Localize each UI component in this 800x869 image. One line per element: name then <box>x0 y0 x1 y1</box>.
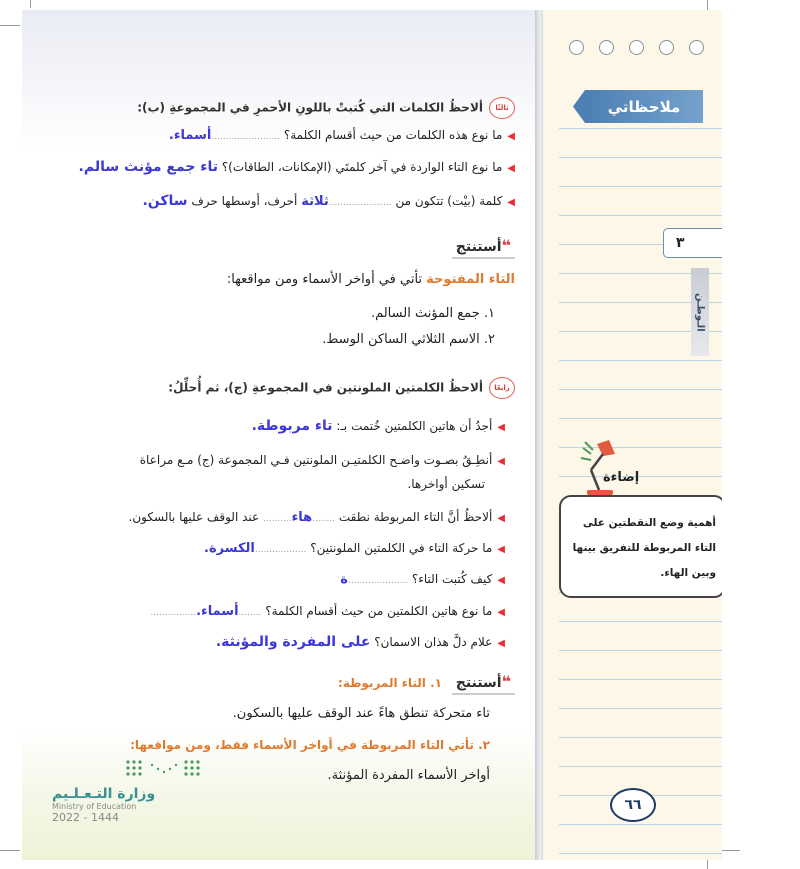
section-c-item-3: ◀ألاحظُ أنَّ التاء المربوطة نطقت ........هاء.......... عند الوقف عليها بالسكون. <box>128 510 505 525</box>
answer: أسماء. <box>196 604 239 619</box>
notes-column <box>543 10 722 860</box>
ruled-line <box>559 853 722 854</box>
section-c-item-1: ◀أجدُ أن هاتين الكلمتين خُتمت بـ: تاء مربوطة. <box>251 418 505 434</box>
crop-mark <box>720 850 740 851</box>
quote-icon: ❝ <box>501 672 511 691</box>
section-c-item-4: ◀ما حركة التاء في الكلمتين الملونتين؟ ..................الكسرة. <box>204 541 505 556</box>
crop-mark <box>30 0 31 8</box>
ring-icon <box>629 40 644 55</box>
ruled-line <box>559 737 722 738</box>
arrow-icon: ◀ <box>497 544 505 555</box>
section-c-item-6: ◀ما نوع هاتين الكلمتين من حيث أقسام الكلمة؟ ........أسماء................. <box>150 604 505 619</box>
section-badge: ثالثًا <box>489 97 515 119</box>
idaa-title: إضاءة <box>603 470 640 485</box>
ruled-line <box>559 157 722 158</box>
section-badge: رابعًا <box>489 377 515 399</box>
section-c-item-2: ◀أنطِـقُ بصـوت واضـح الكلمتيـن الملونتين فـي المجموعة (ج) مـع مراعاة <box>139 453 505 467</box>
ruled-line <box>559 766 722 767</box>
ruled-line <box>559 389 722 390</box>
crop-mark <box>0 850 20 851</box>
conclude-2-p2-title: ٢. تأتي التاء المربوطة في أواخر الأسماء فقط، ومن مواقعها: <box>130 738 490 752</box>
ruled-line <box>559 360 722 361</box>
conclude-2-header: ❝أستنتج ١. التاء المربوطة: <box>32 672 515 695</box>
arrow-icon: ◀ <box>497 456 505 467</box>
ruled-line <box>559 824 722 825</box>
answer: هاء <box>291 510 313 525</box>
ring-icon <box>599 40 614 55</box>
arrow-icon: ◀ <box>497 638 505 649</box>
answer: أسماء. <box>168 128 212 143</box>
chapter-number: ٣ <box>663 228 722 258</box>
conclude-point-1: ١. جمع المؤنث السالم. <box>370 306 495 321</box>
answer: تاء جمع مؤنث سالم. <box>78 159 218 175</box>
page-divider <box>535 10 543 860</box>
ring-icon <box>659 40 674 55</box>
conclude-point-2: ٢. الاسم الثلاثي الساكن الوسط. <box>322 332 495 347</box>
arrow-icon: ◀ <box>507 163 515 174</box>
section-b-item-3: ◀كلمة (بيْت) تتكون من ......................ثلاثة أحرف، أوسطها حرف ساكن. <box>142 193 515 209</box>
arrow-icon: ◀ <box>497 575 505 586</box>
section-b-item-1: ◀ما نوع هذه الكلمات من حيث أقسام الكلمة؟ ........................أسماء. <box>168 128 515 143</box>
arrow-icon: ◀ <box>507 197 515 208</box>
dot-pattern-icon <box>124 758 204 778</box>
arrow-icon: ◀ <box>497 513 505 524</box>
conclude-2-p1-text: تاء متحركة تنطق هاءً عند الوقف عليها بالسكون. <box>232 706 490 721</box>
section-b-item-2: ◀ما نوع التاء الواردة في آخر كلمتَي (الإمكانات، الطاقات)؟ تاء جمع مؤنث سالم. <box>78 159 515 175</box>
ruled-line <box>559 708 722 709</box>
answer: ثلاثة <box>301 194 329 209</box>
answer: على المفردة والمؤنثة. <box>215 634 371 650</box>
idaa-box: أهمية وضع النقطتين على التاء المربوطة للتفريق بينها وبين الهاء. <box>559 495 722 598</box>
arrow-icon: ◀ <box>497 422 505 433</box>
conclude-lead: التاء المفتوحة تأتي في أواخر الأسماء ومن مواقعها: <box>226 272 515 287</box>
quote-icon: ❝ <box>501 236 511 255</box>
section-c-heading: رابعًاألاحظُ الكلمتين الملونتين في المجموعةِ (ج)، ثم أُحلِّلُ: <box>32 377 515 399</box>
ruled-line <box>559 679 722 680</box>
arrow-icon: ◀ <box>507 131 515 142</box>
ruled-line <box>559 650 722 651</box>
ring-icon <box>569 40 584 55</box>
ruled-line <box>559 215 722 216</box>
answer: الكسرة. <box>204 541 255 556</box>
section-c-item-7: ◀علام دلَّ هذان الاسمان؟ على المفردة والمؤنثة. <box>215 634 505 650</box>
crop-mark <box>0 25 20 26</box>
section-c-item-5: ◀كيف كُتبت التاء؟ .....................ة <box>340 572 505 587</box>
conclude-label: ❝أستنتج <box>32 236 515 259</box>
answer: تاء مربوطة. <box>251 418 333 434</box>
ruled-line <box>559 128 722 129</box>
notes-header: ملاحظاتي <box>585 90 703 123</box>
chapter-tab: الـوطـن <box>691 268 709 356</box>
ruled-line <box>559 621 722 622</box>
ruled-line <box>559 186 722 187</box>
section-b-heading: ثالثًاألاحظُ الكلمات التي كُتبتْ باللونِ الأحمرِ في المجموعةِ (ب): <box>32 97 515 119</box>
lamp-icon <box>563 440 623 496</box>
main-content <box>22 10 535 860</box>
section-c-item-2-cont: تسكين أواخرها. <box>407 477 485 491</box>
conclude-2-p2-text: أواخر الأسماء المفردة المؤنثة. <box>327 768 490 783</box>
ruled-line <box>559 418 722 419</box>
ring-icon <box>689 40 704 55</box>
page-number: ٦٦ <box>610 788 656 822</box>
ministry-logo: وزارة التـعـلـيم Ministry of Education 2022 - 1444 <box>52 786 156 824</box>
textbook-page <box>22 10 722 860</box>
arrow-icon: ◀ <box>497 607 505 618</box>
answer: ساكن. <box>142 193 188 209</box>
answer: ة <box>340 572 348 587</box>
